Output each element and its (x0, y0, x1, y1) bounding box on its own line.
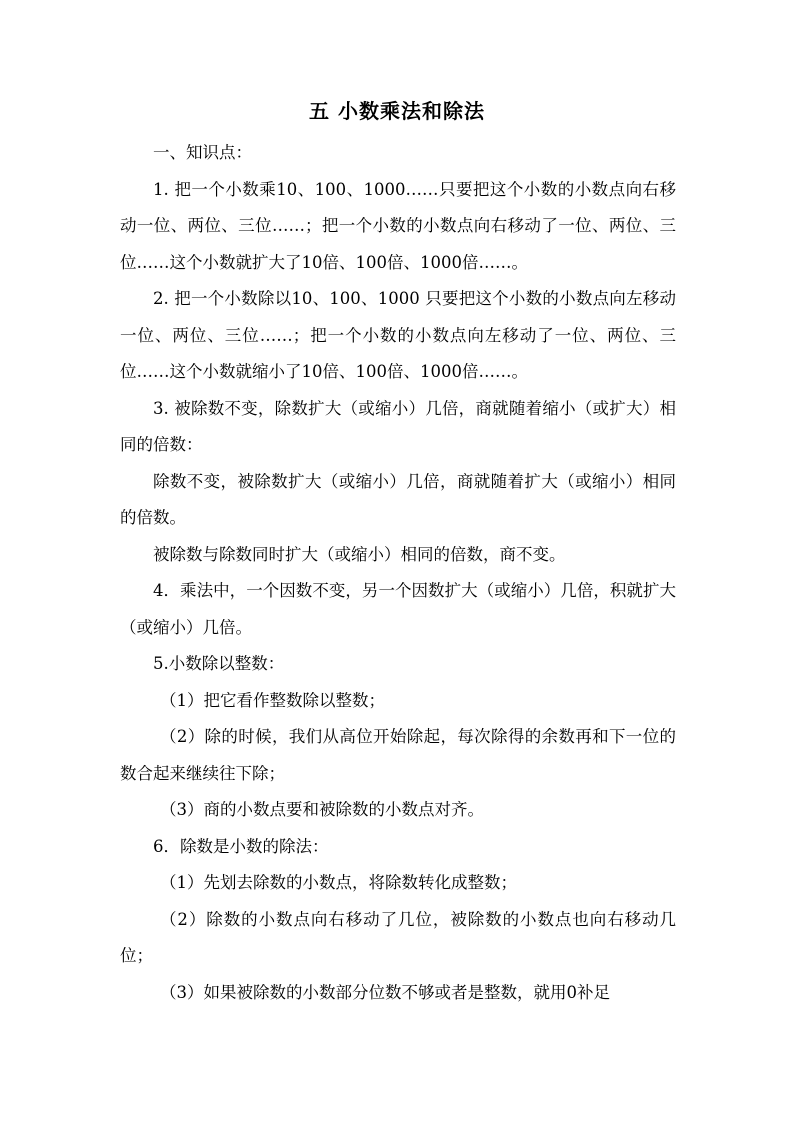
point-6-heading: 6．除数是小数的除法： (153, 836, 329, 856)
point-5-step-2: （2）除的时候，我们从高位开始除起，每次除得的余数再和下一位的数合起来继续往下除； (120, 727, 676, 783)
point-3-paragraph: 3. 被除数不变，除数扩大（或缩小）几倍，商就随着缩小（或扩大）相同的倍数： (120, 398, 676, 454)
point-4-paragraph: 4．乘法中，一个因数不变，另一个因数扩大（或缩小）几倍，积就扩大（或缩小）几倍。 (120, 581, 676, 637)
point-6-step-1: （1）先划去除数的小数点，将除数转化成整数； (160, 873, 517, 892)
point-5-heading: 5.小数除以整数： (153, 654, 285, 673)
point-3-divisor-paragraph: 除数不变，被除数扩大（或缩小）几倍，商就随着扩大（或缩小）相同的倍数。 (120, 471, 676, 527)
point-6-step-2: （2）除数的小数点向右移动了几位，被除数的小数点也向右移动几位； (120, 909, 676, 965)
document-body (120, 135, 676, 1011)
section-heading-knowledge-points: 一、知识点： (153, 143, 252, 162)
point-3-both-paragraph: 被除数与除数同时扩大（或缩小）相同的倍数，商不变。 (153, 544, 566, 564)
point-2-paragraph: 2. 把一个小数除以10、100、1000 只要把这个小数的小数点向左移动一位、两位、三位……；把一个小数的小数点向左移动了一位、两位、三位……这个小数就缩小了10倍、100倍、1000倍……。 (120, 289, 676, 381)
point-5-step-1: （1）把它看作整数除以整数； (160, 690, 385, 710)
point-6-step-3: （3）如果被除数的小数部分位数不够或者是整数，就用0补足 (160, 982, 610, 1002)
point-5-step-3: （3）商的小数点要和被除数的小数点对齐。 (160, 800, 484, 819)
point-1-paragraph: 1. 把一个小数乘10、100、1000……只要把这个小数的小数点向右移动一位、两位、三位……；把一个小数的小数点向右移动了一位、两位、三位……这个小数就扩大了10倍、100倍、1000倍……。 (120, 179, 676, 272)
page-title: 五 小数乘法和除法 (309, 99, 485, 123)
